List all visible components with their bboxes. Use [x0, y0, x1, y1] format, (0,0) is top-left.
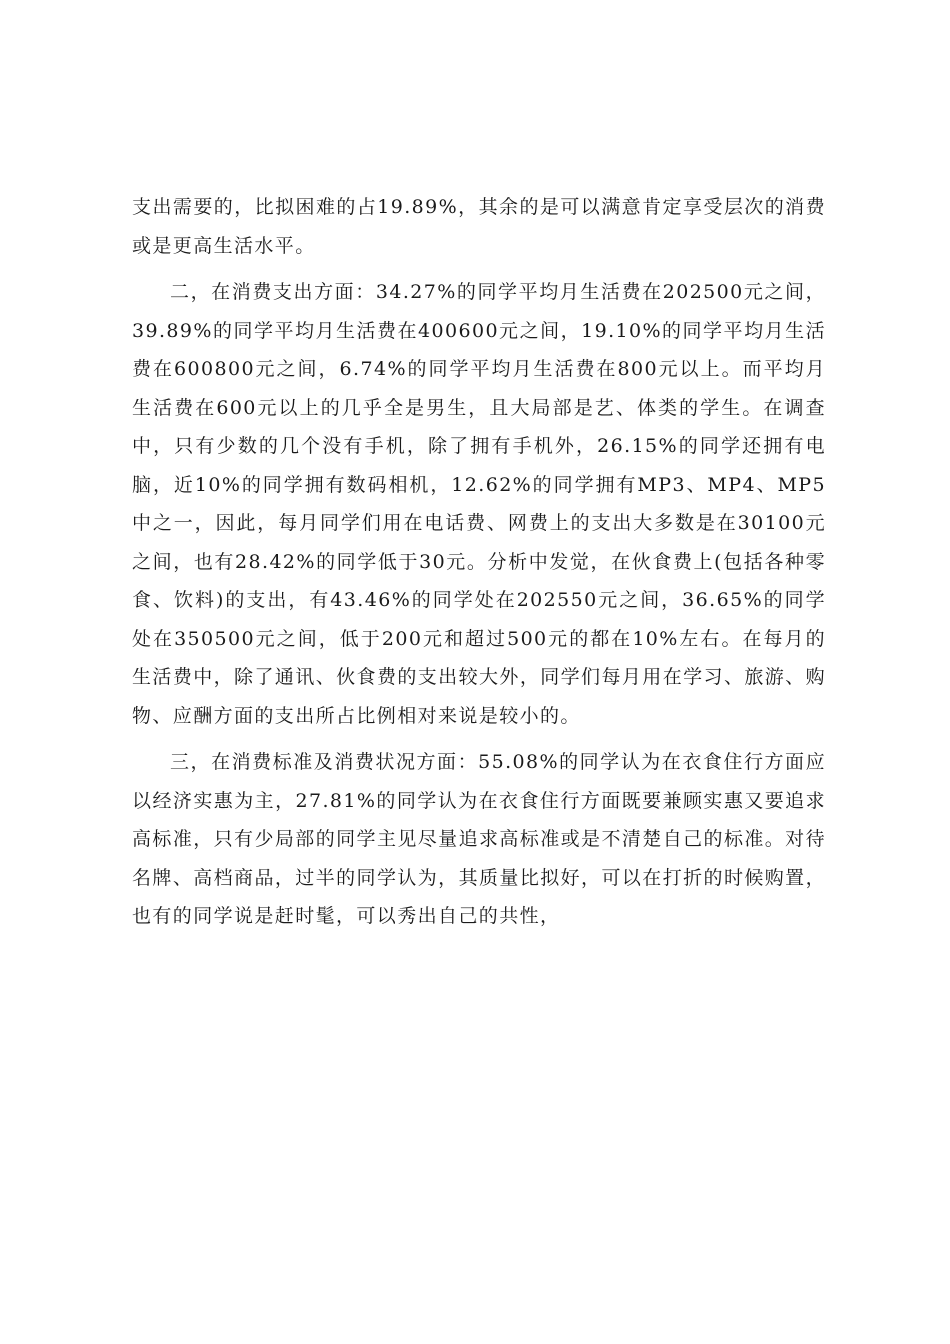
paragraph-consumption-expenditure: 二，在消费支出方面：34.27%的同学平均月生活费在202500元之间，39.89%的同学平均月生活费在400600元之间，19.10%的同学平均月生活费在600800元之间，6.74%的同学平均月生活费在800元以上。而平均月生活费在600元以上的几乎全是男生，且大局部是艺、体类的学生。在调查中，只有少数的几个没有手机，除了拥有手机外，26.15%的同学还拥有电脑，近10%的同学拥有数码相机，12.62%的同学拥有MP3、MP4、MP5中之一，因此，每月同学们用在电话费、网费上的支出大多数是在30100元之间，也有28.42%的同学低于30元。分析中发觉，在伙食费上(包括各种零食、饮料)的支出，有43.46%的同学处在202550元之间，36.65%的同学处在350500元之间，低于200元和超过500元的都在10%左右。在每月的生活费中，除了通讯、伙食费的支出较大外，同学们每月用在学习、旅游、购物、应酬方面的支出所占比例相对来说是较小的。	[132, 281, 826, 727]
paragraph-consumption-standards: 三，在消费标准及消费状况方面：55.08%的同学认为在衣食住行方面应以经济实惠为主，27.81%的同学认为在衣食住行方面既要兼顾实惠又要追求高标准，只有少局部的同学主见尽量追求高标准或是不清楚自己的标准。对待名牌、高档商品，过半的同学认为，其质量比拟好，可以在打折的时候购置，也有的同学说是赶时髦，可以秀出自己的共性，	[132, 751, 826, 927]
paragraph-continuation: 支出需要的，比拟困难的占19.89%，其余的是可以满意肯定享受层次的消费或是更高生活水平。	[132, 196, 826, 257]
document-body	[132, 188, 826, 944]
